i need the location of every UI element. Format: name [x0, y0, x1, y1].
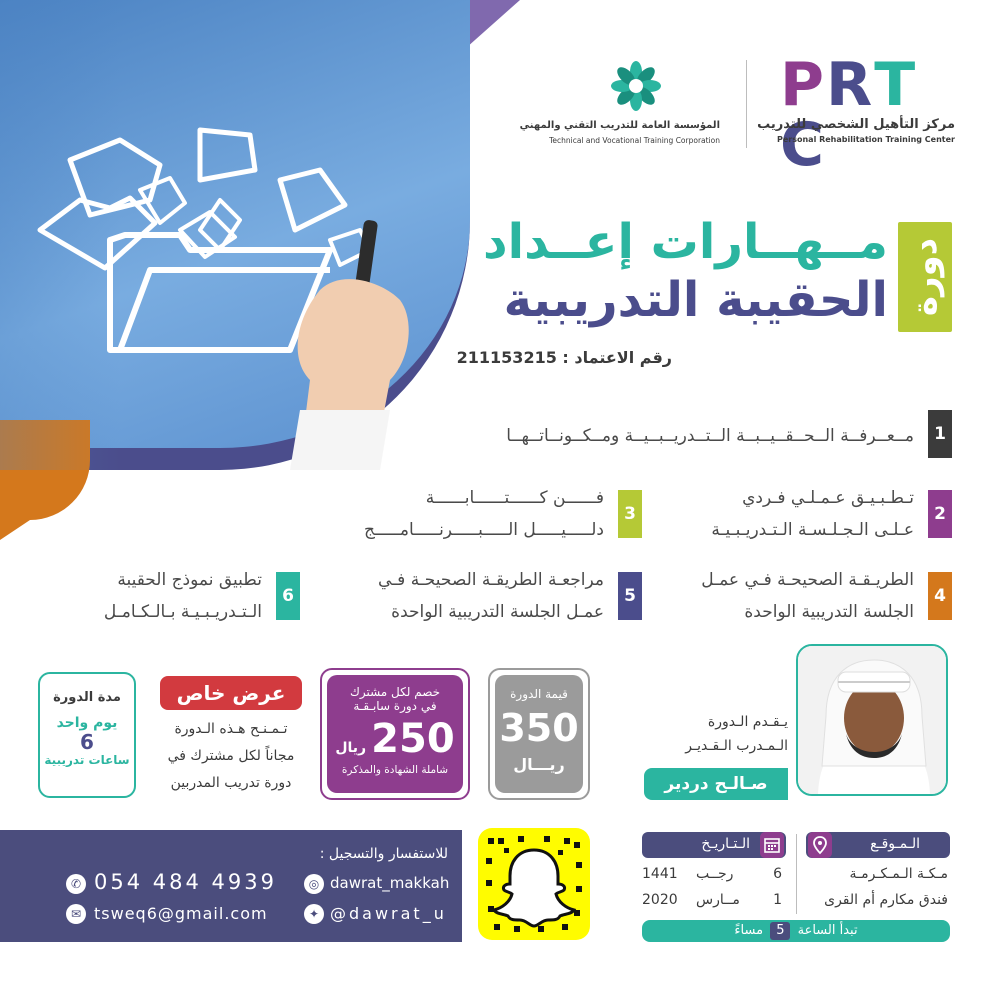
prtc-arabic-name: مركز التأهيل الشخصي للتدريب [757, 117, 955, 132]
contact-twitter[interactable]: @dawrat_u [330, 904, 447, 923]
discount-line-2: في دورة سابـقـة [353, 699, 437, 713]
topic-6-line-1: تطبيق نموذج الحقيبة [117, 570, 262, 590]
duration-hours-label: ساعات تدريبية [44, 753, 130, 767]
topic-2 [711, 482, 914, 546]
price-card [488, 668, 590, 800]
prtc-letter-p: P [780, 50, 826, 120]
hijri-year: 1441 [642, 866, 678, 882]
gregorian-month: مــارس [696, 892, 740, 908]
price-currency: ريـــال [513, 755, 565, 774]
discount-note: شاملة الشهادة والمذكرة [341, 764, 449, 776]
special-offer-text [152, 716, 310, 797]
discount-card [320, 668, 470, 800]
twitter-icon: ✦ [304, 904, 324, 924]
hand-with-marker [280, 210, 430, 470]
accreditation-number: 211153215 [456, 348, 557, 367]
presenter-photo-frame [796, 644, 948, 796]
gregorian-date [642, 892, 786, 910]
tvtc-logo [519, 60, 728, 150]
discount-currency: ريال [335, 740, 367, 756]
topic-4 [701, 564, 914, 628]
location-city: مـكـة الـمـكـرمـة [849, 866, 948, 882]
topic-2-line-2: عـلـى الـجـلـسـة الـتـدريـبـيـة [711, 520, 914, 540]
prtc-letter-t: T [874, 50, 918, 120]
presenter-intro [685, 710, 788, 758]
topic-3-line-1: فــــــن كــــــتــــــابــــــة [425, 488, 604, 508]
hijri-month: رجــب [696, 866, 734, 882]
discount-price: 250 [371, 716, 455, 762]
contact-phone[interactable]: 054 484 4939 [94, 870, 277, 894]
start-prefix: تبدأ الساعة [797, 923, 858, 938]
topic-number-6: 6 [276, 572, 300, 620]
contact-instagram[interactable]: dawrat_makkah [330, 874, 450, 892]
prtc-letter-r: R [825, 50, 875, 120]
title-line-2: الحقيبة التدريبية [503, 272, 888, 328]
location-pin-icon [808, 832, 832, 858]
logo-divider [746, 60, 747, 148]
location-label-box [806, 832, 950, 858]
snapcode[interactable] [478, 828, 590, 940]
topic-5-line-2: عمـل الجلسة التدريبية الواحدة [391, 602, 604, 622]
prtc-logo [757, 50, 955, 180]
topic-6 [104, 564, 262, 628]
presenter-line-2: الـمـدرب الـقـديـر [685, 738, 788, 754]
offer-line-2: مجاناً لكل مشترك في [167, 748, 295, 764]
topic-6-line-2: الـتـدريـبـيـة بـالـكـامـل [103, 602, 262, 622]
prtc-letter-c: C [780, 110, 827, 180]
topic-2-line-1: تـطـبـيـق عـمـلـي فـردي [742, 488, 914, 508]
gregorian-day: 1 [773, 892, 782, 908]
discount-line-1: خصم لكل مشترك [349, 685, 441, 699]
gregorian-year: 2020 [642, 892, 678, 908]
date-label: الـتـاريـخ [701, 836, 750, 852]
topic-number-4: 4 [928, 572, 952, 620]
presenter-line-1: يـقـدم الـدورة [707, 714, 788, 730]
topic-4-line-2: الجلسة التدريبية الواحدة [744, 602, 914, 622]
topic-5 [378, 564, 604, 628]
course-badge [898, 222, 952, 332]
start-hour: 5 [770, 922, 790, 940]
topic-1 [506, 420, 914, 452]
special-offer-badge: عرض خاص [160, 676, 302, 710]
duration-card [38, 672, 136, 798]
topic-number-2: 2 [928, 490, 952, 538]
hijri-date [642, 866, 786, 884]
snapchat-ghost-icon [478, 828, 590, 940]
start-time-bar [642, 920, 950, 942]
contact-heading: للاستفسار والتسجيل : [319, 846, 448, 862]
offer-line-1: تـمـنـح هـذه الـدورة [174, 721, 288, 737]
start-suffix: مساءً [734, 923, 764, 938]
accreditation [457, 348, 672, 367]
topic-number-3: 3 [618, 490, 642, 538]
topic-3-line-2: دلـــــيـــــل الـــــبـــــرنـــــامـــــج [364, 520, 604, 540]
location-venue: فندق مكارم أم القرى [824, 892, 948, 908]
presenter-name-badge: صـالـح دردير [644, 768, 788, 800]
topic-number-1: 1 [928, 410, 952, 458]
duration-hours-number: 6 [80, 730, 94, 754]
tvtc-emblem-icon [610, 60, 662, 112]
topic-1-line-1: مــعــرفــة الــحــقــيــبــة الــتــدريــبــيــة ومــكــونــاتــهــا [506, 426, 914, 446]
accreditation-label: رقم الاعتماد : [562, 348, 672, 367]
course-badge-text: دورة [905, 237, 945, 317]
hijri-day: 6 [773, 866, 782, 882]
email-icon: ✉ [66, 904, 86, 924]
duration-days: يوم واحد [56, 715, 118, 731]
date-location-divider [796, 834, 797, 914]
prtc-english-name: Personal Rehabilitation Training Center [776, 135, 955, 144]
tvtc-english-name: Technical and Vocational Training Corporation [549, 136, 720, 145]
offer-line-3: دورة تدريب المدربين [170, 775, 292, 791]
contact-email[interactable]: tsweq6@gmail.com [94, 904, 268, 923]
calendar-icon [760, 832, 784, 858]
title-line-1: مــهــارات إعــداد [483, 214, 888, 270]
topic-3 [364, 482, 604, 546]
location-label: الـمـوقـع [870, 836, 920, 852]
phone-icon: ✆ [66, 874, 86, 894]
presenter-photo [798, 646, 948, 796]
duration-label: مدة الدورة [53, 690, 121, 705]
topic-4-line-1: الطريـقـة الصحيحـة فـي عمـل [701, 570, 914, 590]
topic-number-5: 5 [618, 572, 642, 620]
instagram-icon: ◎ [304, 874, 324, 894]
tvtc-arabic-name: المؤسسة العامة للتدريب التقني والمهني [519, 120, 720, 131]
topic-5-line-1: مراجعـة الطريقـة الصحيحـة فـي [378, 570, 604, 590]
price-value: 350 [499, 706, 579, 750]
price-label: قيمة الدورة [510, 687, 568, 701]
date-label-box [642, 832, 786, 858]
